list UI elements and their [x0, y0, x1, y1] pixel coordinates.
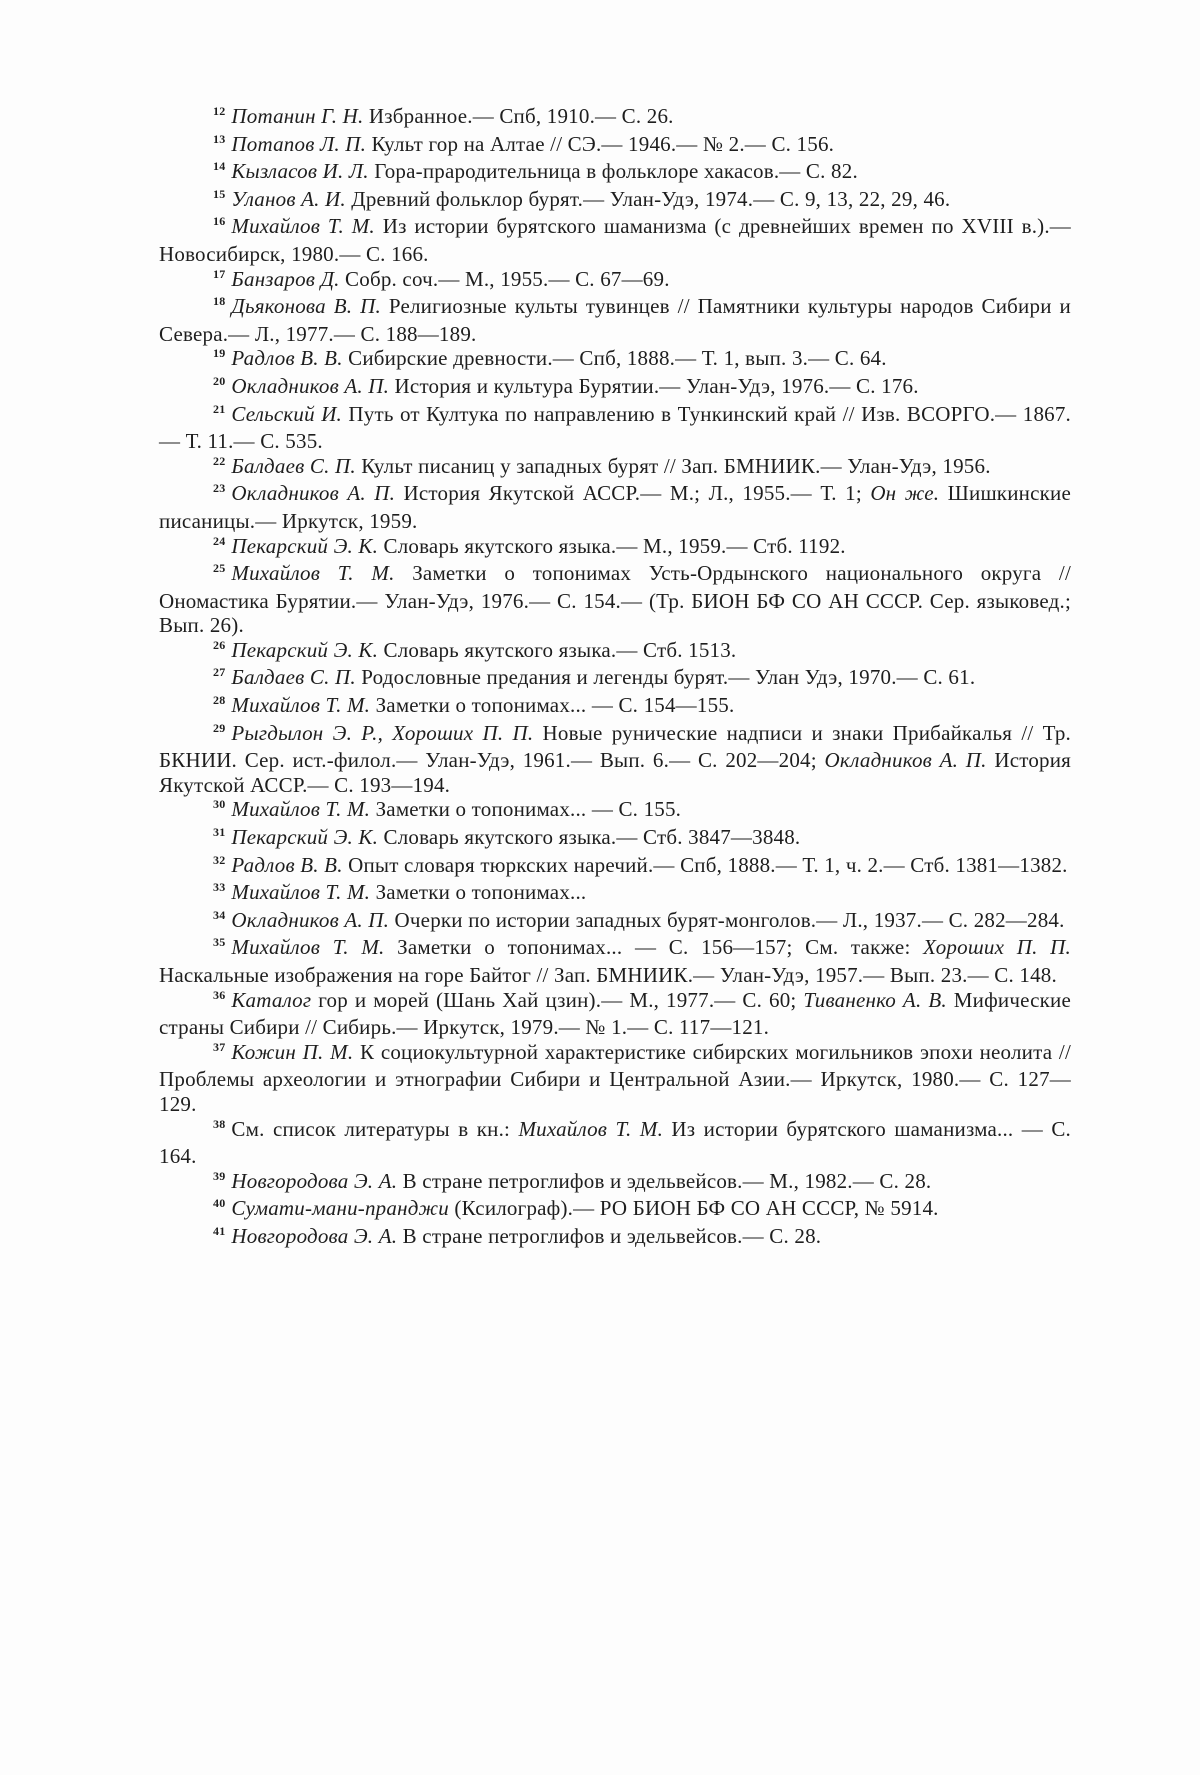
footnote-author: Дьяконова В. П. — [231, 294, 381, 319]
footnote-author: Окладников А. П. — [824, 748, 987, 773]
footnote — [159, 797, 1071, 825]
footnote-author: Пекарский Э. К. — [231, 825, 379, 850]
footnote-number: 30 — [213, 797, 226, 812]
footnote-text: Заметки о топонимах... — С. 154—155. — [370, 693, 735, 718]
footnote-number: 26 — [213, 637, 226, 652]
footnote-author: Радлов В. В. — [231, 852, 343, 877]
footnote-author: Новгородова Э. А. — [231, 1223, 398, 1248]
footnote — [159, 721, 1071, 798]
footnote — [159, 908, 1071, 936]
footnote — [159, 825, 1071, 853]
footnote — [159, 534, 1071, 562]
footnote-text: Культ гор на Алтае // СЭ.— 1946.— № 2.— С. 156. — [366, 131, 835, 156]
footnote-number: 22 — [213, 453, 226, 468]
footnote-number: 20 — [213, 373, 226, 388]
footnote-author: Михайлов Т. М. — [518, 1116, 664, 1141]
footnote-author: Кызласов И. Л. — [231, 159, 369, 184]
footnote-text: Мифические страны Сибири // Сибирь.— Иркутск, 1979.— № 1.— С. 117—121. — [159, 987, 1072, 1040]
footnote-text: В стране петроглифов и эдельвейсов.— С. 28. — [397, 1223, 822, 1248]
footnote-author: Потанин Г. Н. — [231, 104, 364, 128]
footnote — [159, 1040, 1071, 1117]
footnote-author: Балдаев С. П. — [231, 665, 356, 690]
footnote-author: Михайлов Т. М. — [231, 561, 395, 586]
footnote — [159, 159, 1071, 187]
footnote-author: Новгородова Э. А. — [231, 1168, 398, 1193]
footnote — [159, 481, 1071, 533]
footnote-number: 40 — [213, 1196, 226, 1211]
footnote-text: История Якутской АССР.— М.; Л., 1955.— Т. 1; — [395, 481, 871, 506]
footnote-number: 15 — [213, 186, 226, 201]
footnote-number: 18 — [213, 294, 226, 309]
footnote-text: История Якутской АССР.— С. 193—194. — [159, 748, 1072, 797]
footnote-text: Путь от Култука по направлению в Тункинский край // Изв. ВСОРГО.— 1867.— Т. 11.— С. 535. — [159, 401, 1072, 454]
footnote-number: 36 — [213, 987, 226, 1002]
footnote — [159, 693, 1071, 721]
footnote-text: Собр. соч.— М., 1955.— С. 67—69. — [339, 266, 670, 291]
footnote-text: Религиозные культы тувинцев // Памятники культуры народов Сибири и Севера.— Л., 1977.— С. 188—189. — [159, 294, 1071, 346]
footnote-text: Из истории бурятского шаманизма (с древнейших времен по XVIII в.).— Новосибирск, 1980.— С. 166. — [159, 214, 1072, 266]
footnote — [159, 880, 1071, 908]
footnote-text: Очерки по истории западных бурят-монголов.— Л., 1937.— С. 282—284. — [389, 907, 1065, 932]
footnote-text: Избранное.— Спб, 1910.— С. 26. — [363, 104, 674, 128]
footnote — [159, 853, 1071, 881]
footnote-author: Балдаев С. П. — [231, 453, 356, 478]
footnote — [159, 346, 1071, 374]
footnote — [159, 187, 1071, 215]
footnote-number: 19 — [213, 346, 226, 361]
footnote-number: 35 — [213, 935, 226, 950]
footnote-author: Он же. — [870, 481, 940, 506]
footnote-text: Словарь якутского языка.— Стб. 3847—3848. — [378, 825, 801, 850]
footnote-text: Сибирские древности.— Спб, 1888.— Т. 1, вып. 3.— С. 64. — [342, 346, 887, 371]
footnote-number: 23 — [213, 481, 226, 496]
footnote-number: 12 — [213, 104, 226, 118]
footnote — [159, 665, 1071, 693]
footnote-text: Заметки о топонимах Усть-Ордынского национального округа // Ономастика Бурятии.— Улан-Удэ, 1976.— С. 154.— (Тр. БИОН БФ СО АН СССР. Сер. языковед.; Вып. 26). — [159, 561, 1071, 638]
footnote-author: Окладников А. П. — [231, 373, 390, 398]
footnote-text: Словарь якутского языка.— Стб. 1513. — [378, 637, 737, 662]
footnote-author: Кожин П. М. — [231, 1039, 354, 1064]
footnote — [159, 988, 1071, 1040]
footnote-author: Радлов В. В. — [231, 346, 343, 371]
footnote-number: 33 — [213, 880, 226, 895]
footnote-number: 38 — [213, 1116, 226, 1131]
footnote-number: 29 — [213, 720, 226, 735]
footnote-number: 25 — [213, 561, 226, 576]
footnote-author: Михайлов Т. М. — [231, 214, 375, 239]
footnote-number: 37 — [213, 1039, 226, 1054]
footnote-text: Наскальные изображения на горе Байтог // Зап. БМНИИК.— Улан-Удэ, 1957.— Вып. 23.— С. 148. — [159, 963, 1057, 987]
footnote-number: 27 — [213, 665, 226, 680]
footnote — [159, 1169, 1071, 1197]
footnote-author: Михайлов Т. М. — [231, 935, 385, 960]
footnote-author: Михайлов Т. М. — [231, 693, 371, 718]
footnote-author: Михайлов Т. М. — [231, 797, 371, 822]
footnote-text: Родословные предания и легенды бурят.— Улан Удэ, 1970.— С. 61. — [355, 665, 976, 690]
footnote-text: Опыт словаря тюркских наречий.— Спб, 1888.— Т. 1, ч. 2.— Стб. 1381—1382. — [342, 852, 1068, 877]
footnote-text: Из истории бурятского шаманизма... — С. 164. — [159, 1116, 1071, 1169]
footnote-text: Словарь якутского языка.— М., 1959.— Стб. 1192. — [378, 533, 846, 558]
footnote-number: 34 — [213, 907, 226, 922]
footnote-text: Гора-прародительница в фольклоре хакасов.— С. 82. — [368, 159, 858, 184]
footnote-number: 21 — [213, 401, 226, 416]
footnote-author: Окладников А. П. — [231, 907, 390, 932]
footnote-author: Хороших П. П. — [923, 935, 1071, 960]
footnote — [159, 402, 1071, 454]
footnote-text: (Ксилограф).— РО БИОН БФ СО АН СССР, № 5914. — [448, 1196, 939, 1221]
footnote-author: Каталог — [231, 987, 312, 1012]
footnote-number: 24 — [213, 533, 226, 548]
footnote — [159, 1224, 1071, 1252]
footnote-text: Древний фольклор бурят.— Улан-Удэ, 1974.— С. 9, 13, 22, 29, 46. — [345, 186, 951, 211]
footnote — [159, 638, 1071, 666]
footnote-author: Рыгдылон Э. Р., Хороших П. П. — [231, 720, 534, 745]
footnote-author: Тиваненко А. В. — [803, 987, 947, 1012]
footnote-text: История и культура Бурятии.— Улан-Удэ, 1976.— С. 176. — [389, 373, 919, 398]
footnote-author: Окладников А. П. — [231, 481, 396, 506]
footnote-number: 28 — [213, 693, 226, 708]
footnote-text: Заметки о топонимах... — С. 155. — [370, 797, 682, 822]
footnote-number: 16 — [213, 214, 226, 229]
footnote-text: В стране петроглифов и эдельвейсов.— М., 1982.— С. 28. — [397, 1168, 932, 1193]
footnote-author: Пекарский Э. К. — [231, 533, 379, 558]
footnote-number: 17 — [213, 266, 226, 281]
footnote-text: гор и морей (Шань Хай цзин).— М., 1977.— С. 60; — [311, 987, 804, 1012]
footnote-text: Заметки о топонимах... — С. 156—157; См. также: — [384, 935, 924, 960]
footnote-author: Михайлов Т. М. — [231, 880, 371, 905]
footnote — [159, 935, 1071, 987]
footnote-text: К социокультурной характеристике сибирских могильников эпохи неолита // Проблемы археологии и этнографии Сибири и Центральной Азии.— Иркутск, 1980.— С. 127—129. — [159, 1039, 1071, 1116]
footnote-author: Сумати-мани-пранджи — [231, 1196, 449, 1221]
footnote-author: Уланов А. И. — [231, 186, 346, 211]
footnote — [159, 214, 1071, 266]
footnote-text: Заметки о топонимах... — [370, 880, 587, 905]
footnote — [159, 104, 1071, 132]
footnote-author: Потапов Л. П. — [231, 131, 367, 156]
footnotes-list — [159, 104, 1071, 1252]
footnote-text: Культ писаниц у западных бурят // Зап. БМНИИК.— Улан-Удэ, 1956. — [355, 453, 991, 478]
footnote-number: 13 — [213, 131, 226, 146]
footnote-text: См. список литературы в кн.: — [231, 1116, 519, 1141]
footnote-number: 39 — [213, 1168, 226, 1183]
footnote-number: 41 — [213, 1223, 226, 1238]
footnote — [159, 454, 1071, 482]
footnote — [159, 1196, 1071, 1224]
footnote-number: 31 — [213, 825, 226, 840]
footnote — [159, 267, 1071, 295]
footnote-text: Шишкинские писаницы.— Иркутск, 1959. — [159, 481, 1071, 533]
footnote-number: 32 — [213, 852, 226, 867]
footnote-text: Новые рунические надписи и знаки Прибайкалья // Тр. БКНИИ. Сер. ист.-филол.— Улан-Удэ, 1961.— Вып. 6.— С. 202—204; — [159, 720, 1071, 773]
footnote — [159, 374, 1071, 402]
footnote-number: 14 — [213, 159, 226, 174]
footnote — [159, 132, 1071, 160]
footnote — [159, 561, 1071, 638]
footnote-author: Пекарский Э. К. — [231, 637, 379, 662]
footnote — [159, 294, 1071, 346]
footnote — [159, 1117, 1071, 1169]
footnote-author: Банзаров Д. — [231, 266, 340, 291]
footnote-author: Сельский И. — [231, 401, 343, 426]
